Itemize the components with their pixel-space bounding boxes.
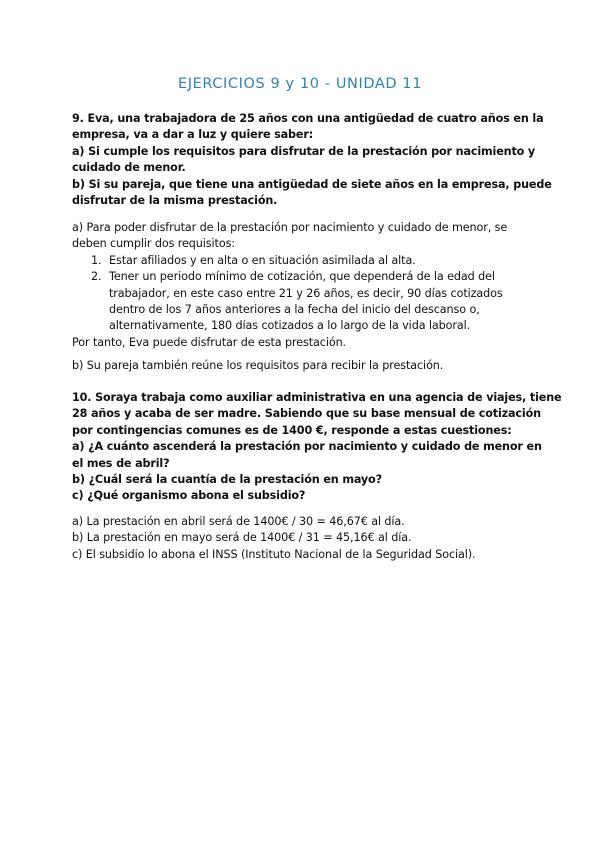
question-line: el mes de abril? <box>72 456 170 470</box>
list-item-line: alternativamente, 180 días cotizados a lo largo de la vida laboral. <box>109 319 471 333</box>
answer-line: deben cumplir dos requisitos: <box>72 237 235 251</box>
question-line: a) Si cumple los requisitos para disfrutar de la prestación por nacimiento y <box>72 144 536 158</box>
list-item <box>72 253 528 269</box>
question-line: 28 años y acaba de ser madre. Sabiendo que su base mensual de cotización <box>72 407 541 421</box>
answer-line: b) La prestación en mayo será de 1400€ / 31 = 45,16€ al día. <box>72 531 412 545</box>
requirements-list <box>72 253 528 335</box>
question-line: b) ¿Cuál será la cuantía de la prestación en mayo? <box>72 473 382 487</box>
list-item <box>72 269 528 335</box>
question-line: 9. Eva, una trabajadora de 25 años con una antigüedad de cuatro años en la <box>72 112 544 125</box>
exercise-10-answer <box>72 514 528 563</box>
question-line: cuidado de menor. <box>72 161 186 175</box>
question-line: a) ¿A cuánto ascenderá la prestación por nacimiento y cuidado de menor en <box>72 440 542 454</box>
list-item-line: dentro de los 7 años anteriores a la fecha del inicio del descanso o, <box>109 303 480 317</box>
page-title: EJERCICIOS 9 y 10 - UNIDAD 11 <box>177 76 423 92</box>
exercise-9-answer <box>72 220 528 351</box>
question-line: b) Si su pareja, que tiene una antigüedad de siete años en la empresa, puede <box>72 177 552 191</box>
answer-line: b) Su pareja también reúne los requisitos para recibir la prestación. <box>72 359 444 372</box>
answer-line: c) El subsidio lo abona el INSS (Instituto Nacional de la Seguridad Social). <box>72 547 476 561</box>
list-item-line: trabajador, en este caso entre 21 y 26 años, es decir, 90 días cotizados <box>109 286 503 300</box>
exercise-10-question <box>72 390 562 505</box>
question-line: 10. Soraya trabaja como auxiliar administrativa en una agencia de viajes, tiene <box>72 391 562 404</box>
conclusion: Por tanto, Eva puede disfrutar de esta prestación. <box>72 335 347 349</box>
question-line: empresa, va a dar a luz y quiere saber: <box>72 128 314 142</box>
list-item-line: Tener un periodo mínimo de cotización, que dependerá de la edad del <box>109 270 495 284</box>
answer-line: a) La prestación en abril será de 1400€ / 30 = 46,67€ al día. <box>72 515 405 528</box>
question-line: por contingencias comunes es de 1400 €, responde a estas cuestiones: <box>72 423 512 437</box>
list-item-number: 2. <box>91 270 102 284</box>
answer-line: a) Para poder disfrutar de la prestación por nacimiento y cuidado de menor, se <box>72 221 508 234</box>
list-item-number: 1. <box>91 253 102 267</box>
exercise-9-answer-b <box>72 358 528 374</box>
list-item-line: Estar afiliados y en alta o en situación asimilada al alta. <box>109 253 416 267</box>
question-line: c) ¿Qué organismo abona el subsidio? <box>72 489 306 503</box>
question-line: disfrutar de la misma prestación. <box>72 194 278 208</box>
exercise-9-question <box>72 111 552 209</box>
